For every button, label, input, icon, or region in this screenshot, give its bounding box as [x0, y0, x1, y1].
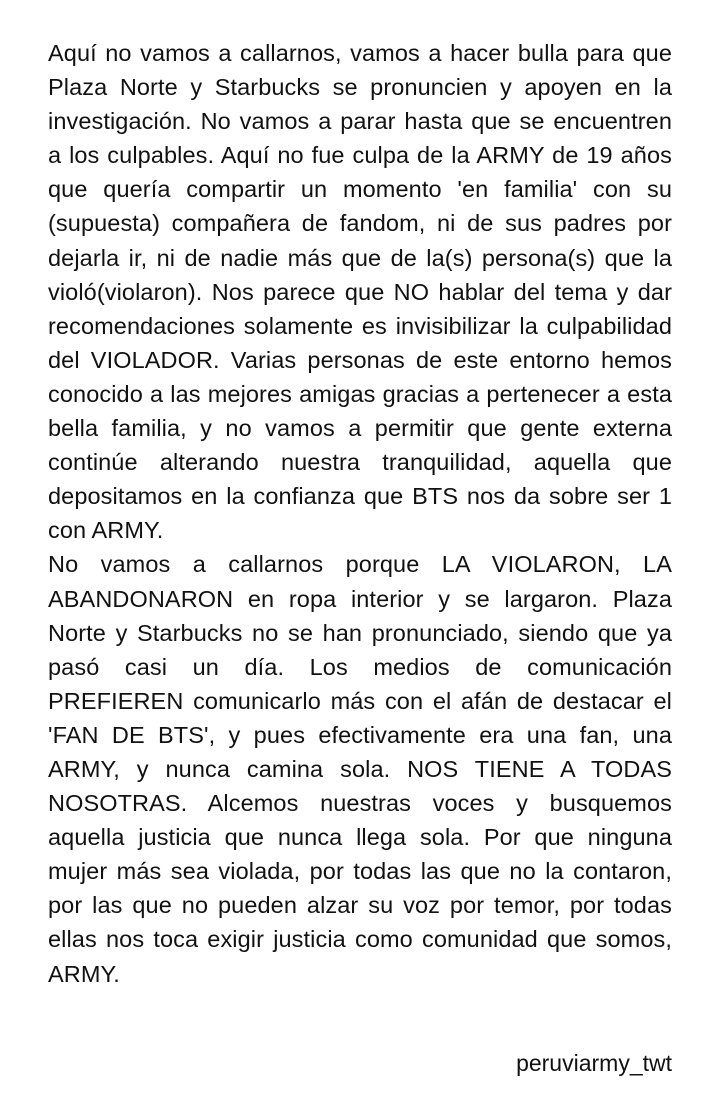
statement-body	[48, 36, 672, 991]
signature-handle: peruviarmy_twt	[516, 1050, 672, 1076]
statement-paragraph-1: Aquí no vamos a callarnos, vamos a hacer bulla para que Plaza Norte y Starbucks se pronuncien y apoyen en la investigación. No vamos a parar hasta que se encuentren a los culpables. Aquí no fue culpa de la ARMY de 19 años que quería compartir un momento 'en familia' con su (supuesta) compañera de fandom, ni de sus padres por dejarla ir, ni de nadie más que de la(s) persona(s) que la violó(violaron). Nos parece que NO hablar del tema y dar recomendaciones solamente es invisibilizar la culpabilidad del VIOLADOR. Varias personas de este entorno hemos conocido a las mejores amigas gracias a pertenecer a esta bella familia, y no vamos a permitir que gente externa continúe alterando nuestra tranquilidad, aquella que depositamos en la confianza que BTS nos da sobre ser 1 con ARMY.	[48, 40, 672, 544]
statement-paragraph-2: No vamos a callarnos porque LA VIOLARON, LA ABANDONARON en ropa interior y se largaron. Plaza Norte y Starbucks no se han pronunciado, siendo que ya pasó casi un día. Los medios de comunicación PREFIEREN comunicarlo más con el afán de destacar el 'FAN DE BTS', y pues efectivamente era una fan, una ARMY, y nunca camina sola. NOS TIENE A TODAS NOSOTRAS. Alcemos nuestras voces y busquemos aquella justicia que nunca llega sola. Por que ninguna mujer más sea violada, por todas las que no la contaron, por las que no pueden alzar su voz por temor, por todas ellas nos toca exigir justicia como comunidad que somos, ARMY.	[48, 551, 672, 987]
